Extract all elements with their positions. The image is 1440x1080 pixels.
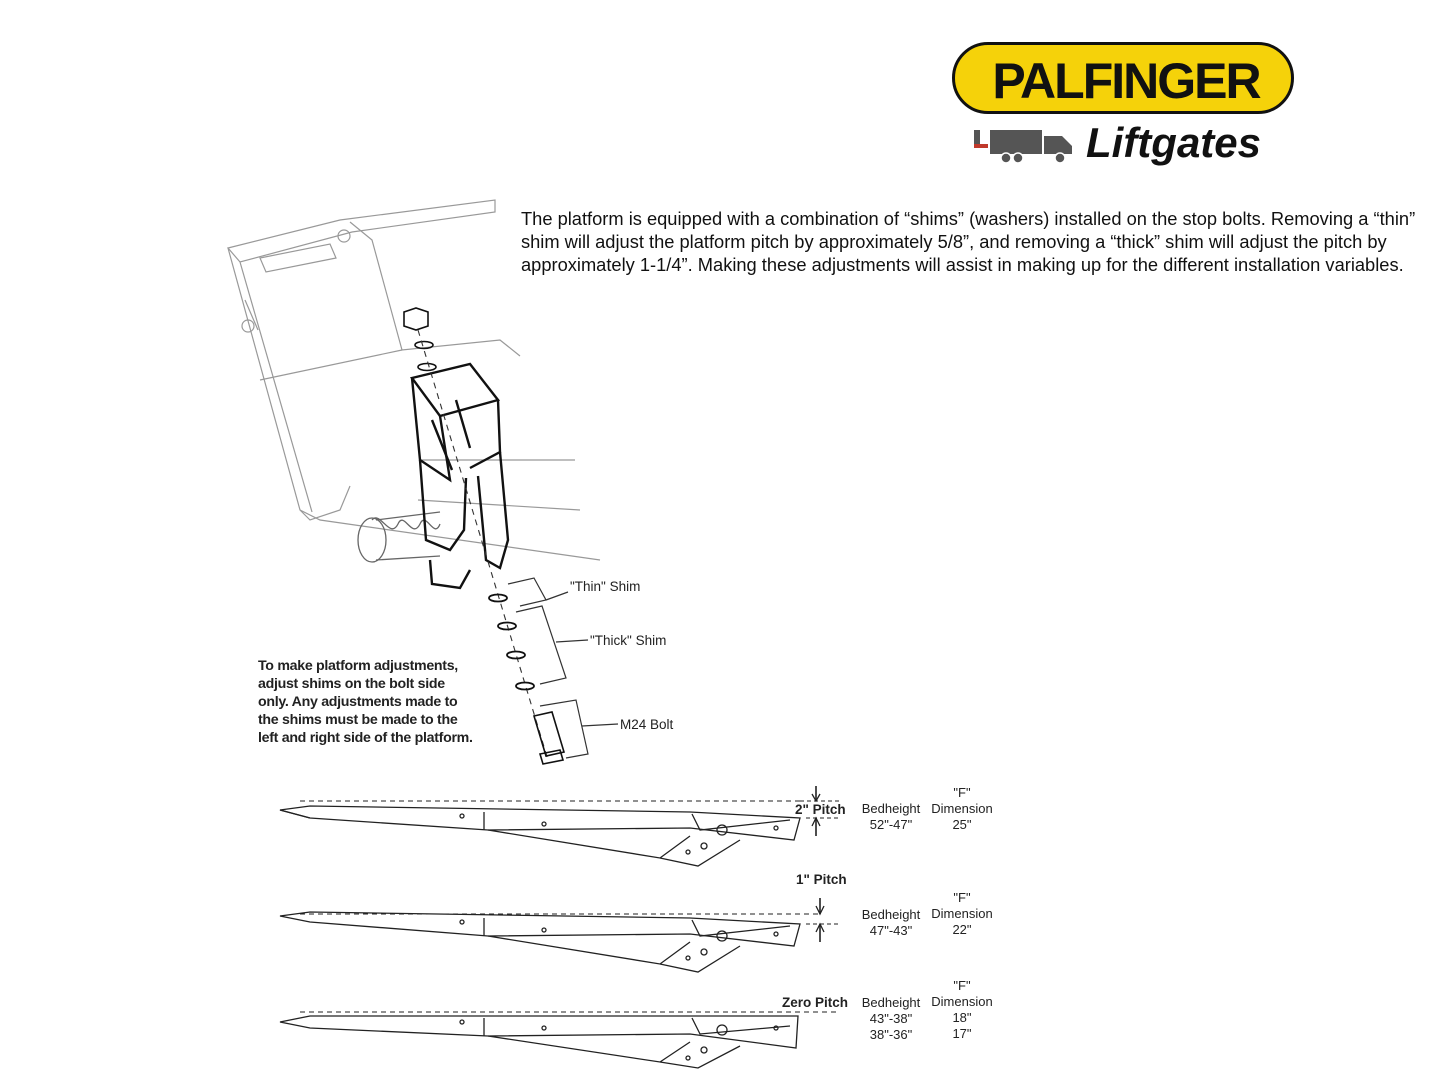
- bedheight-label: Bedheight: [861, 801, 921, 816]
- f-label: "F": [953, 785, 971, 800]
- dimension-label: Dimension: [931, 801, 993, 816]
- bedheight-value: 47"-43": [869, 923, 913, 938]
- f-dimension-value: 17": [952, 1026, 972, 1041]
- pitch-label: 2" Pitch: [795, 802, 846, 817]
- adjustment-note: To make platform adjustments, adjust shims on the bolt side only. Any adjustments made to the shims must be made to the left and right side of the platform.: [258, 658, 473, 746]
- m24-bolt-label: M24 Bolt: [620, 717, 674, 732]
- thin-shim-label: "Thin" Shim: [570, 579, 641, 594]
- thick-shim-label: "Thick" Shim: [590, 633, 667, 648]
- bedheight-cell: [855, 995, 927, 1043]
- profile-zero-pitch: [280, 1012, 840, 1068]
- intro-paragraph: The platform is equipped with a combination of “shims” (washers) installed on the stop bolts. Removing a “thin” shim will adjust the platform pitch by approximately 5/8”, and removing a “thick” shim will adjust the pitch by approximately 1-1/4”. Making these adjustments will assist in making up for the different installation variables.: [521, 208, 1416, 275]
- profile-1in-pitch: [280, 898, 840, 972]
- dimension-label: Dimension: [931, 994, 993, 1009]
- bedheight-label: Bedheight: [861, 995, 921, 1010]
- f-label: "F": [953, 890, 971, 905]
- bedheight-cell: [855, 907, 927, 939]
- logo-brand-text: PALFINGER: [992, 53, 1260, 109]
- f-dimension-value: 18": [952, 1010, 972, 1025]
- f-dimension-cell: [926, 785, 998, 833]
- pitch-label: 1" Pitch: [796, 872, 847, 887]
- bedheight-value: 52"-47": [869, 817, 913, 832]
- bedheight-cell: [855, 801, 927, 833]
- profile-2in-pitch: [280, 786, 840, 866]
- f-label: "F": [953, 978, 971, 993]
- f-dimension-cell: [926, 890, 998, 938]
- bedheight-label: Bedheight: [861, 907, 921, 922]
- dimension-label: Dimension: [931, 906, 993, 921]
- pitch-label: Zero Pitch: [782, 995, 849, 1010]
- f-dimension-value: 25": [952, 817, 972, 832]
- bedheight-value: 38"-36": [869, 1027, 913, 1042]
- bedheight-value: 43"-38": [869, 1011, 913, 1026]
- f-dimension-cell: [926, 978, 998, 1042]
- f-dimension-value: 22": [952, 922, 972, 937]
- logo-product-text: Liftgates: [1086, 119, 1262, 166]
